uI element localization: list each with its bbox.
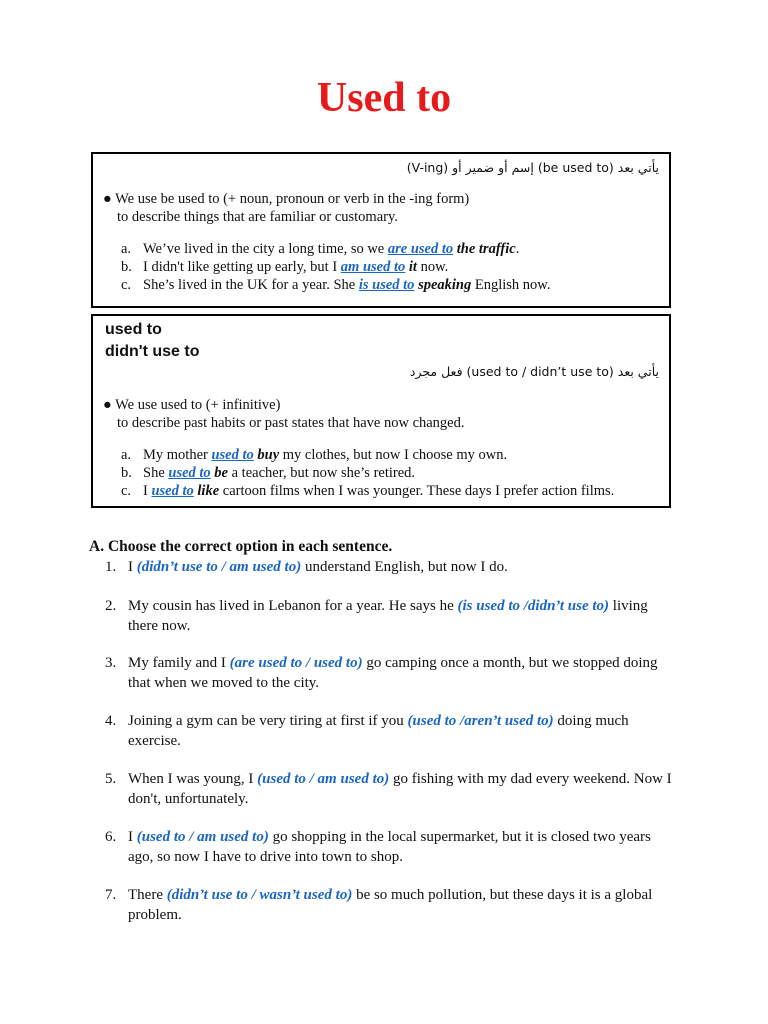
answer-option[interactable]: (didn’t use to / am used to) xyxy=(136,559,302,575)
be-used-to-box xyxy=(91,152,671,308)
bullet-icon: ● xyxy=(103,191,112,207)
question-3: 3. My family and I (are used to / used to) go camping once a month, but we stopped doing that when we moved to the city. xyxy=(105,655,658,691)
example-b: b. I didn't like getting up early, but I am used to it now. xyxy=(121,259,449,275)
question-4: 4. Joining a gym can be very tiring at first if you (used to /aren’t used to) doing much exercise. xyxy=(105,713,629,749)
answer-option[interactable]: (used to / am used to) xyxy=(136,829,269,845)
answer-option[interactable]: (didn’t use to / wasn’t used to) xyxy=(166,887,353,903)
heading-used-to: used to xyxy=(105,321,162,338)
answer-option[interactable]: (are used to / used to) xyxy=(229,655,363,671)
example-c: c. She’s lived in the UK for a year. She is used to speaking English now. xyxy=(121,277,551,293)
heading-didnt-use-to: didn't use to xyxy=(105,343,200,360)
rule-line-2: to describe things that are familiar or customary. xyxy=(117,209,398,225)
answer-option[interactable]: (used to /aren’t used to) xyxy=(407,713,554,729)
question-5: 5. When I was young, I (used to / am used to) go fishing with my dad every weekend. Now I don't, unfortunately. xyxy=(105,771,672,807)
used-to-box xyxy=(91,314,671,508)
question-1: 1. I (didn’t use to / am used to) understand English, but now I do. xyxy=(105,559,508,575)
arabic-header: يأتي بعد (used to / didn’t use to) فعل مجرد xyxy=(409,364,659,379)
arabic-header: يأتي بعد (be used to) إسم أو ضمير أو (V-ing) xyxy=(406,160,659,175)
rule-line-1: We use used to (+ infinitive) xyxy=(115,397,281,413)
rule-line-2: to describe past habits or past states that have now changed. xyxy=(117,415,465,431)
question-6: 6. I (used to / am used to) go shopping in the local supermarket, but it is closed two years ago, so now I have to drive into town to shop. xyxy=(105,829,651,865)
page-title: Used to xyxy=(316,75,452,121)
example-c: c. I used to like cartoon films when I was younger. These days I prefer action films. xyxy=(121,483,615,499)
example-a: a. My mother used to buy my clothes, but now I choose my own. xyxy=(121,447,508,463)
question-2: 2. My cousin has lived in Lebanon for a year. He says he (is used to /didn’t use to) living there now. xyxy=(105,598,648,634)
example-b: b. She used to be a teacher, but now she’s retired. xyxy=(121,465,416,481)
rule-bullet xyxy=(103,190,469,208)
exercise-title: A. Choose the correct option in each sentence. xyxy=(89,538,393,555)
rule-bullet xyxy=(103,396,280,414)
example-a: a. We’ve lived in the city a long time, so we are used to the traffic. xyxy=(121,241,520,257)
answer-option[interactable]: (used to / am used to) xyxy=(257,771,390,787)
rule-line-1: We use be used to (+ noun, pronoun or verb in the -ing form) xyxy=(115,191,470,207)
bullet-icon: ● xyxy=(103,397,112,413)
question-7: 7. There (didn’t use to / wasn’t used to) be so much pollution, but these days it is a global problem. xyxy=(105,887,653,923)
answer-option[interactable]: (is used to /didn’t use to) xyxy=(457,598,610,614)
